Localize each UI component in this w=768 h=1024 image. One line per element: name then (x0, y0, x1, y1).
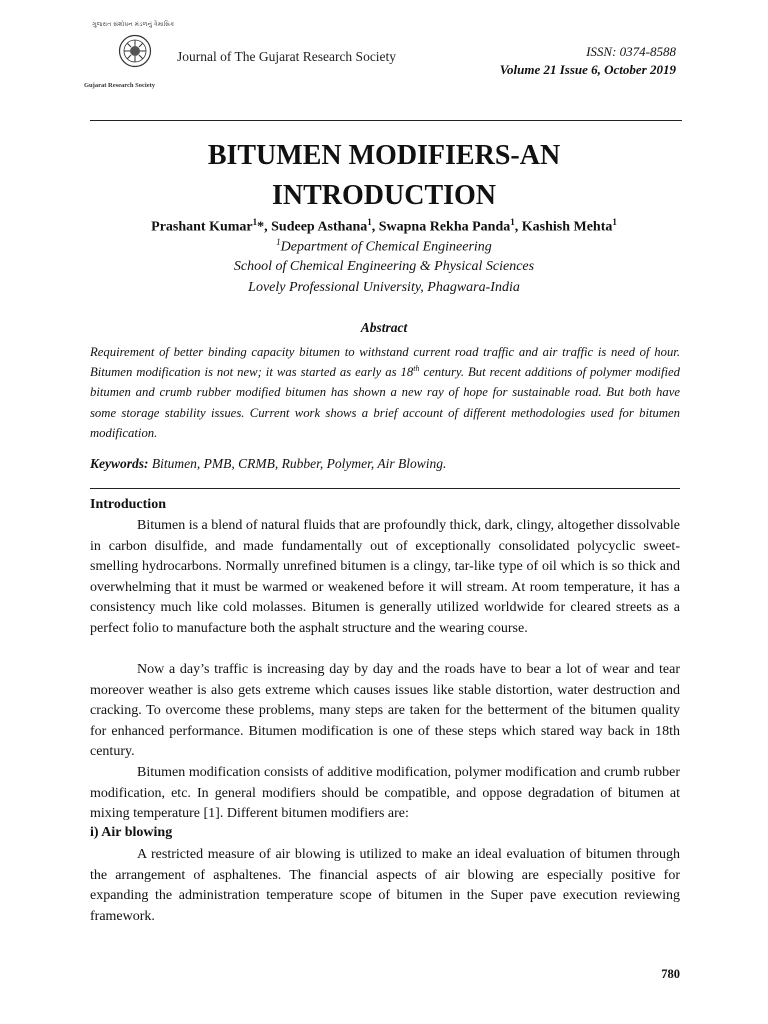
affiliation-school: School of Chemical Engineering & Physical Sciences (233, 259, 535, 274)
affiliation-department (90, 237, 678, 256)
author-name: Swapna Rekha Panda (378, 219, 511, 235)
abstract-heading: Abstract (360, 320, 408, 335)
air-blowing-heading: i) Air blowing (90, 825, 173, 840)
logo-script-text: ગુજરાત સંશોધન મંડળનું ત્રૈમાસિક (92, 22, 175, 28)
society-logo (84, 22, 184, 94)
journal-name: Journal of The Gujarat Research Society (177, 49, 397, 64)
author-name: Sudeep Asthana (271, 219, 368, 235)
keywords-text: Bitumen, PMB, CRMB, Rubber, Polymer, Air Blowing. (148, 456, 447, 471)
author-sep: *, (257, 219, 272, 235)
title-line-2: INTRODUCTION (271, 180, 497, 211)
author-name: Prashant Kumar (151, 219, 253, 235)
author-sep: , (514, 219, 522, 235)
paper-title (90, 136, 678, 216)
author-name: Kashish Mehta (521, 219, 613, 235)
header-divider (90, 120, 682, 121)
affil-sup: 1 (276, 237, 281, 247)
author-affil-sup: 1 (367, 217, 372, 227)
author-affil-sup: 1 (612, 217, 617, 227)
society-seal-icon (118, 34, 152, 68)
volume-issue: Volume 21 Issue 6, October 2019 (499, 62, 676, 77)
department-text: Department of Chemical Engineering (280, 239, 492, 255)
intro-paragraph-3: Bitumen modification consists of additive modification, polymer modification and crumb rubber modification, etc. In general modifiers should be compatible, and oppose degradation of bitumen at mixing temperature [1]. Different bitumen modifiers are: (90, 765, 680, 821)
author-affil-sup: 1 (252, 217, 258, 227)
author-sep: , (371, 219, 379, 235)
abstract-part-1: Requirement of better binding capacity bitumen to withstand current road traffic and air traffic is need of hour. Bitumen modification is not new; it was started as early as 18 (90, 345, 680, 380)
abstract-sup: th (413, 363, 420, 373)
abstract-part-2: century. But recent additions of polymer modified bitumen and crumb rubber modified bitumen has shown a new ray of hope for sustainable road. But both have some storage stability issues. Current work shows a brief account of different methodologies used for bitumen modification. (90, 365, 680, 440)
author-affil-sup: 1 (510, 217, 515, 227)
affiliation-university: Lovely Professional University, Phagwara-India (248, 280, 520, 295)
page-number: 780 (661, 967, 680, 981)
issn: ISSN: 0374-8588 (586, 44, 676, 59)
air-blowing-paragraph: A restricted measure of air blowing is utilized to make an ideal evaluation of bitumen through the arrangement of asphaltenes. The financial aspects of air blowing are especially positive for expanding the administration temperature scope of bitumen in the Super pave execution reviewing framework. (90, 847, 680, 924)
logo-society-name: Gujarat Research Society (84, 82, 156, 89)
intro-paragraph-2: Now a day’s traffic is increasing day by day and the roads have to bear a lot of wear and tear moreover weather is also gets extreme which causes issues like stable distortion, water destruction and cracking. To overcome these problems, many steps are taken for the betterment of the bitumen quality for enhanced performance. Bitumen modification is one of these steps which stared way back in 18th century. (90, 662, 680, 759)
title-line-1: BITUMEN MODIFIERS-AN (207, 140, 561, 171)
intro-paragraph-1: Bitumen is a blend of natural fluids that are profoundly thick, dark, clingy, altogether dissolvable in carbon disulfide, and made fundamentally out of exceptionally consolidated polycyclic sweet-smelling hydrocarbons. Normally unrefined bitumen is a clingy, tar-like type of oil which is so thick and overwhelming that it must be warmed or weakened before it will stream. At room temperature, it has a consistency much like cold molasses. Bitumen is generally utilized worldwide for cleared streets as a perfect folio to manufacture both the asphalt structure and the wearing course. (90, 518, 681, 636)
abstract-text (90, 342, 680, 443)
keywords-label: Keywords: (90, 456, 149, 471)
author-list (90, 217, 678, 236)
keywords (90, 456, 446, 472)
keywords-divider (90, 488, 680, 489)
introduction-heading: Introduction (90, 497, 166, 512)
